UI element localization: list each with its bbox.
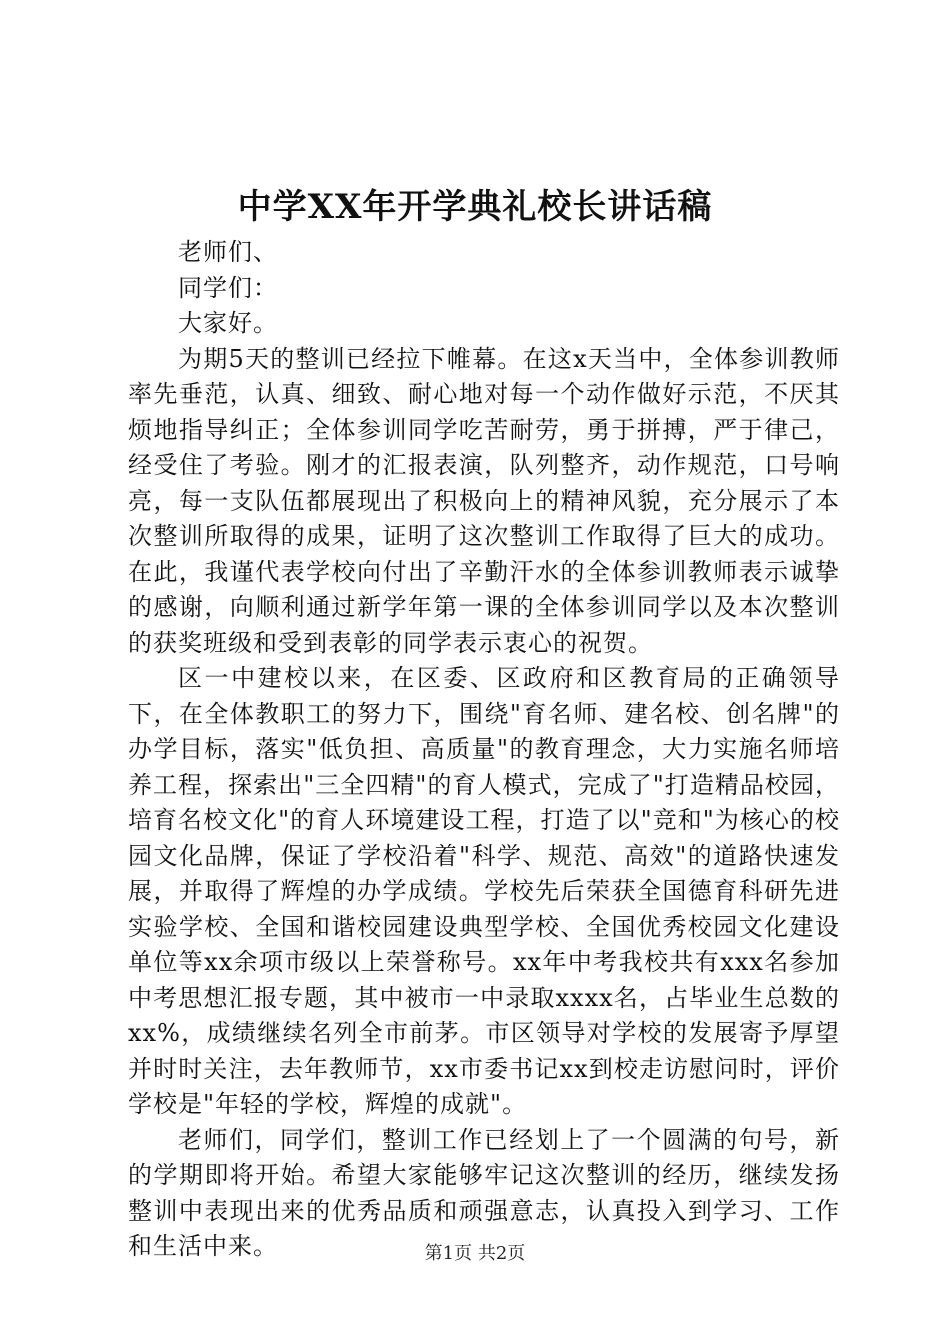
page-number-footer: 第1页 共2页 (424, 1243, 526, 1264)
document-title: 中学XX年开学典礼校长讲话稿 (237, 187, 713, 227)
document-body (128, 235, 840, 1265)
paragraph-closing: 老师们，同学们，整训工作已经划上了一个圆满的句号，新的学期即将开始。希望大家能够牢记这次整训的经历，继续发扬整训中表现出来的优秀品质和顽强意志，认真投入到学习、工作和生活中来。 (128, 1125, 840, 1260)
paragraph-school-achievements: 区一中建校以来，在区委、区政府和区教育局的正确领导下，在全体教职工的努力下，围绕"育名师、建名校、创名牌"的办学目标，落实"低负担、高质量"的教育理念，大力实施名师培养工程，探索出"三全四精"的育人模式，完成了"打造精品校园，培育名校文化"的育人环境建设工程，打造了以"竞和"为核心的校园文化品牌，保证了学校沿着"科学、规范、高效"的道路快速发展，并取得了辉煌的办学成绩。学校先后荣获全国德育科研先进实验学校、全国和谐校园建设典型学校、全国优秀校园文化建设单位等xx余项市级以上荣誉称号。xx年中考我校共有xxx名参加中考思想汇报专题，其中被市一中录取xxxx名，占毕业生总数的xx%，成绩继续名列全市前茅。市区领导对学校的发展寄予厚望并时时关注，去年教师节，xx市委书记xx到校走访慰问时，评价学校是"年轻的学校，辉煌的成就"。 (128, 664, 840, 1118)
paragraph-training-summary: 为期5天的整训已经拉下帷幕。在这x天当中，全体参训教师率先垂范，认真、细致、耐心地对每一个动作做好示范，不厌其烦地指导纠正；全体参训同学吃苦耐劳，勇于拼搏，严于律己，经受住了考验。刚才的汇报表演，队列整齐，动作规范，口号响亮，每一支队伍都展现出了积极向上的精神风貌，充分展示了本次整训所取得的成果，证明了这次整训工作取得了巨大的成功。在此，我谨代表学校向付出了辛勤汗水的全体参训教师表示诚挚的感谢，向顺利通过新学年第一课的全体参训同学以及本次整训的获奖班级和受到表彰的同学表示衷心的祝贺。 (128, 344, 840, 657)
salutation-students: 同学们： (178, 273, 278, 302)
salutation-greeting: 大家好。 (178, 309, 278, 337)
salutation-teachers: 老师们、 (178, 238, 278, 266)
